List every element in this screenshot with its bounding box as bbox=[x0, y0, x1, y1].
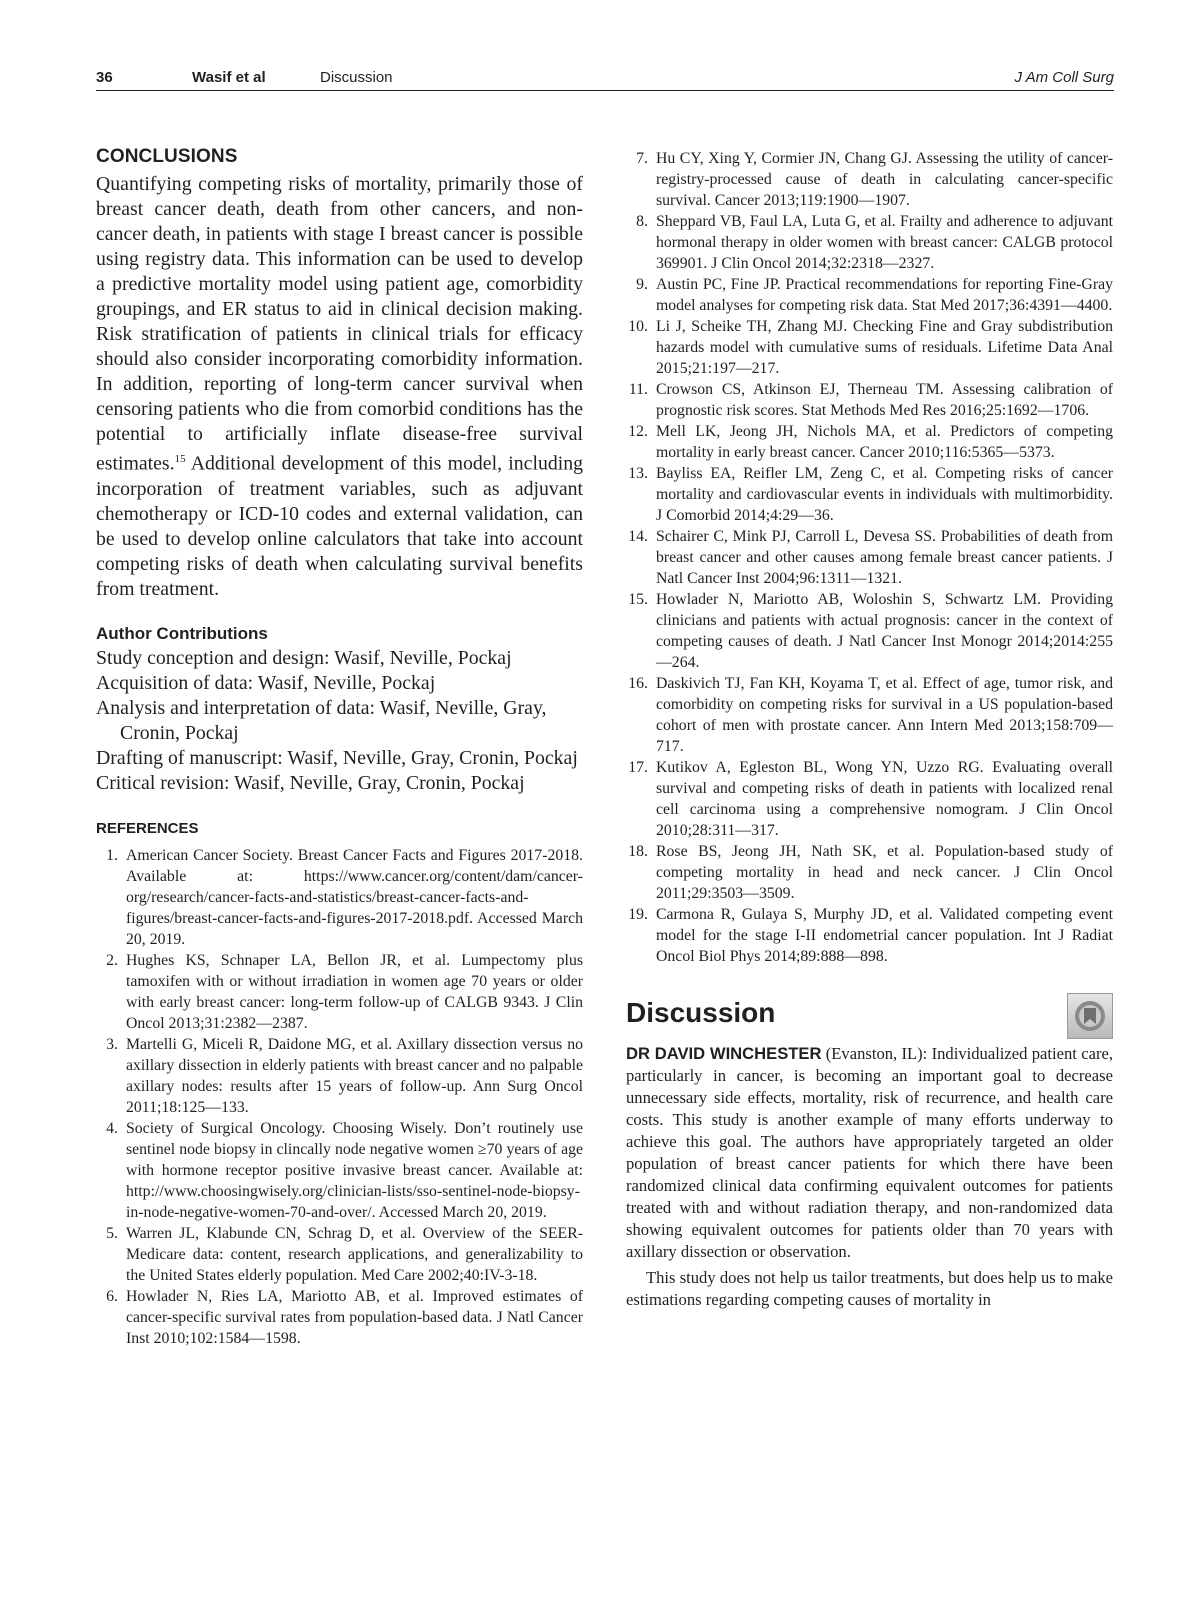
contribution-item: Acquisition of data: Wasif, Neville, Pockaj bbox=[96, 671, 436, 694]
reference-number: 9. bbox=[636, 276, 648, 293]
contribution-item: Drafting of manuscript: Wasif, Neville, Gray, Cronin, Pockaj bbox=[96, 746, 578, 769]
crossmark-icon[interactable] bbox=[1067, 993, 1113, 1039]
reference-text: Martelli G, Miceli R, Daidone MG, et al. Axillary dissection versus no axillary dissection in elderly patients with breast cancer and no palpable axillary nodes: results after 15 years of follow-up. Ann Surg Oncol 2011;18:125—133. bbox=[126, 1035, 583, 1116]
reference-text: Schairer C, Mink PJ, Carroll L, Devesa SS. Probabilities of death from breast cancer and other causes among female breast cancer patients. J Natl Cancer Inst 2004;96:1311—1321. bbox=[656, 528, 1113, 587]
reference-text: American Cancer Society. Breast Cancer Facts and Figures 2017-2018. Available at: https://www.cancer.org/content/dam/cancer-org/research/cancer-facts-and-statistics/breast-cancer-facts-and-figures/breast-cancer-facts-and-figures-2017-2018.pdf. Accessed March 20, 2019. bbox=[126, 846, 583, 948]
reference-item bbox=[626, 757, 1113, 841]
reference-item bbox=[96, 1118, 583, 1223]
author-contributions-heading: Author Contributions bbox=[96, 623, 268, 643]
reference-number: 2. bbox=[106, 951, 118, 969]
page-number: 36 bbox=[96, 69, 113, 86]
reference-item bbox=[626, 316, 1113, 379]
discussion-title: Discussion bbox=[626, 997, 776, 1028]
conclusions-text-after: Additional development of this model, including incorporation of treatment variables, such as adjuvant chemotherapy or ICD-10 codes and external validation, can be used to develop online calculators that take into account competing risks of death when calculating survival benefits from treatment. bbox=[96, 452, 583, 600]
discussion-paragraph-1 bbox=[626, 1043, 1113, 1263]
reference-number: 4. bbox=[106, 1119, 118, 1137]
reference-number: 1. bbox=[106, 846, 118, 864]
reference-text: Hu CY, Xing Y, Cormier JN, Chang GJ. Assessing the utility of cancer-registry-processed cause of death in calculating cancer-specific survival. Cancer 2013;119:1900—1907. bbox=[656, 150, 1113, 209]
running-authors: Wasif et al bbox=[192, 69, 266, 86]
references-list-right bbox=[626, 148, 1113, 967]
reference-number: 8. bbox=[636, 213, 648, 230]
discussion-text-1: (Evanston, IL): Individualized patient care, particularly in cancer, is becoming an important goal to decrease unnecessary side effects, mortality, risk of recurrence, and health care costs. This study is another example of many efforts underway to achieve this goal. The authors have appropriately targeted an older population of breast cancer patients for which there have been randomized clinical data confirming equivalent outcomes for patients treated with and without radiation therapy, and non-randomized data showing equivalent outcomes for patients older than 70 years with axillary dissection or observation. bbox=[626, 1044, 1113, 1261]
reference-text: Warren JL, Klabunde CN, Schrag D, et al. Overview of the SEER-Medicare data: content, research applications, and generalizability to the United States elderly population. Med Care 2002;40:IV-3-18. bbox=[126, 1224, 583, 1284]
reference-text: Sheppard VB, Faul LA, Luta G, et al. Frailty and adherence to adjuvant hormonal therapy in older women with breast cancer: CALGB protocol 369901. J Clin Oncol 2014;32:2318—2327. bbox=[656, 213, 1113, 272]
left-column bbox=[96, 146, 583, 1349]
reference-item bbox=[96, 1034, 583, 1118]
running-section: Discussion bbox=[320, 69, 393, 86]
right-column bbox=[626, 148, 1113, 1311]
references-list-left bbox=[96, 845, 583, 1349]
reference-text: Howlader N, Mariotto AB, Woloshin S, Schwartz LM. Providing clinicians and patients with actual prognosis: cancer in the context of competing causes of death. J Natl Cancer Inst Monogr 2014;2014:255—264. bbox=[656, 591, 1113, 671]
reference-number: 14. bbox=[628, 528, 648, 545]
reference-item bbox=[626, 274, 1113, 316]
contributions-list bbox=[96, 646, 583, 796]
reference-number: 15. bbox=[628, 591, 648, 608]
reference-item bbox=[96, 1286, 583, 1349]
reference-number: 19. bbox=[628, 906, 648, 923]
reference-item bbox=[626, 526, 1113, 589]
reference-text: Bayliss EA, Reifler LM, Zeng C, et al. Competing risks of cancer mortality and cardiovascular events in individuals with multimorbidity. J Comorbid 2014;4:29—36. bbox=[656, 465, 1113, 524]
contribution-item: Critical revision: Wasif, Neville, Gray, Cronin, Pockaj bbox=[96, 771, 525, 794]
reference-number: 13. bbox=[628, 465, 648, 482]
reference-number: 12. bbox=[628, 423, 648, 440]
reference-item bbox=[626, 211, 1113, 274]
reference-item bbox=[96, 845, 583, 950]
reference-text: Howlader N, Ries LA, Mariotto AB, et al. Improved estimates of cancer-specific survival rates from population-based data. J Natl Cancer Inst 2010;102:1584—1598. bbox=[126, 1287, 583, 1347]
reference-text: Mell LK, Jeong JH, Nichols MA, et al. Predictors of competing mortality in early breast cancer. Cancer 2010;116:5365—5373. bbox=[656, 423, 1113, 461]
discussion-paragraph-2: This study does not help us tailor treatments, but does help us to make estimations regarding competing causes of mortality in bbox=[626, 1268, 1113, 1309]
reference-number: 18. bbox=[628, 843, 648, 860]
discussion-heading bbox=[626, 997, 1113, 1029]
reference-text: Daskivich TJ, Fan KH, Koyama T, et al. Effect of age, tumor risk, and comorbidity on competing risks for survival in a US population-based cohort of men with prostate cancer. Ann Intern Med 2013;158:709—717. bbox=[656, 675, 1113, 755]
speaker-name: DR DAVID WINCHESTER bbox=[626, 1044, 822, 1063]
reference-item bbox=[626, 463, 1113, 526]
reference-number: 6. bbox=[106, 1287, 118, 1305]
references-heading: REFERENCES bbox=[96, 819, 199, 837]
journal-name: J Am Coll Surg bbox=[1014, 69, 1114, 86]
reference-text: Li J, Scheike TH, Zhang MJ. Checking Fine and Gray subdistribution hazards model with cumulative sums of residuals. Lifetime Data Anal 2015;21:197—217. bbox=[656, 318, 1113, 377]
reference-number: 17. bbox=[628, 759, 648, 776]
reference-item bbox=[626, 841, 1113, 904]
conclusions-heading: CONCLUSIONS bbox=[96, 146, 238, 167]
reference-text: Hughes KS, Schnaper LA, Bellon JR, et al. Lumpectomy plus tamoxifen with or without irradiation in women age 70 years or older with early breast cancer: long-term follow-up of CALGB 9343. J Clin Oncol 2013;31:2382—2387. bbox=[126, 951, 583, 1032]
reference-item bbox=[96, 950, 583, 1034]
reference-item bbox=[626, 148, 1113, 211]
reference-number: 10. bbox=[628, 318, 648, 335]
reference-number: 11. bbox=[628, 381, 648, 398]
reference-number: 7. bbox=[636, 150, 648, 167]
citation-superscript: 15 bbox=[174, 453, 186, 465]
reference-item bbox=[96, 1223, 583, 1286]
contribution-item: Analysis and interpretation of data: Wasif, Neville, Gray, Cronin, Pockaj bbox=[96, 696, 547, 744]
reference-item bbox=[626, 904, 1113, 967]
reference-text: Carmona R, Gulaya S, Murphy JD, et al. Validated competing event model for the stage I-II endometrial cancer population. Int J Radiat Oncol Biol Phys 2014;89:888—898. bbox=[656, 906, 1113, 965]
reference-text: Austin PC, Fine JP. Practical recommendations for reporting Fine-Gray model analyses for competing risk data. Stat Med 2017;36:4391—4400. bbox=[656, 276, 1113, 314]
conclusions-paragraph bbox=[96, 172, 583, 602]
reference-item bbox=[626, 589, 1113, 673]
contribution-item: Study conception and design: Wasif, Neville, Pockaj bbox=[96, 646, 512, 669]
reference-text: Kutikov A, Egleston BL, Wong YN, Uzzo RG. Evaluating overall survival and competing risks of death in patients with localized renal cell carcinoma using a comprehensive nomogram. J Clin Oncol 2010;28:311—317. bbox=[656, 759, 1113, 839]
running-header bbox=[96, 66, 1114, 91]
reference-number: 5. bbox=[106, 1224, 118, 1242]
reference-item bbox=[626, 379, 1113, 421]
reference-number: 16. bbox=[628, 675, 648, 692]
reference-item bbox=[626, 421, 1113, 463]
reference-text: Rose BS, Jeong JH, Nath SK, et al. Population-based study of competing mortality in head and neck cancer. J Clin Oncol 2011;29:3503—3509. bbox=[656, 843, 1113, 902]
conclusions-text: Quantifying competing risks of mortality, primarily those of breast cancer death, death from other cancers, and non-cancer death, in patients with stage I breast cancer is possible using registry data. This information can be used to develop a predictive mortality model using patient age, comorbidity groupings, and ER status to aid in clinical decision making. Risk stratification of patients in clinical trials for efficacy should also consider incorporating comorbidity information. In addition, reporting of long-term cancer survival when censoring patients who die from comorbid conditions has the potential to artificially inflate disease-free survival estimates. bbox=[96, 173, 583, 475]
reference-number: 3. bbox=[106, 1035, 118, 1053]
reference-text: Crowson CS, Atkinson EJ, Therneau TM. Assessing calibration of prognostic risk scores. Stat Methods Med Res 2016;25:1692—1706. bbox=[656, 381, 1113, 419]
reference-text: Society of Surgical Oncology. Choosing Wisely. Don’t routinely use sentinel node biopsy in clincally node negative women ≥70 years of age with hormone receptor positive invasive breast cancer. Available at: http://www.choosingwisely.org/clinician-lists/sso-sentinel-node-biopsy-in-node-negative-women-70-and-over/. Accessed March 20, 2019. bbox=[126, 1119, 583, 1221]
reference-item bbox=[626, 673, 1113, 757]
